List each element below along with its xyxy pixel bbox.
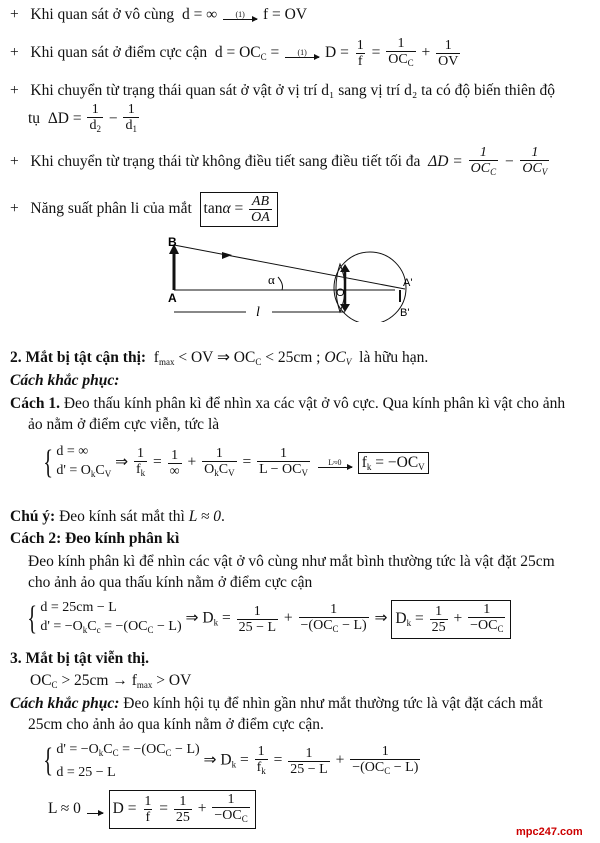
method-2-system: { d = 25cm − L $d' = -O_kC_c = -(OC_C - L)$ ⇒ $D_k$ = $\frac{1}{25 - L}$ + $\frac{1}{-(OC_C - L)}$ ⇒ $D_k$ = $\frac{1}{25}$ + $\frac{1}{-OC_C}$	[24, 598, 511, 640]
bullet-3: + Khi chuyển từ trạng thái quan sát ở vật ở vị trí d₁ sang vị trí d₂ ta có độ biến thiên độ	[10, 82, 555, 99]
label-alpha: α	[268, 272, 275, 287]
condition-formula: $f_{max}$ < OV ⇒ $OC_C < 25cm$ ; $OC_V$	[153, 349, 352, 367]
section-3-condition: $OC_C > 25cm \to f_{max}$ > OV	[30, 672, 192, 690]
section-2-heading: 2. Mắt bị tật cận thị: $f_{max}$ < OV ⇒ $OC_C < 25cm$ ; $OC_V$ là hữu hạn.	[10, 349, 429, 367]
label-l: l	[256, 305, 260, 320]
bullet-2: + Khi quan sát ở điểm cực cận $d = OC_C$ = (1) D = $\frac{1}{f}$ = $\frac{1}{OC_C}$ + $\frac{1}{OV}$	[10, 36, 462, 71]
bullet-4: + Khi chuyển từ trạng thái từ không điều tiết sang điều tiết tối đa ΔD = $\frac{1}{OC_C}$ − $\frac{1}{OC_V}$	[10, 145, 551, 180]
bullet-3-text: Khi chuyển từ trạng thái quan sát ở vật ở vị trí d₁ sang vị trí d₂ ta có độ biến thiên độ	[30, 82, 555, 99]
label-b-prime: B'	[400, 307, 410, 319]
implies-arrow: (1)	[285, 49, 319, 58]
eye-diagram	[160, 232, 430, 322]
method-1: Cách 1. Đeo thấu kính phân kì để nhìn xa các vật ở vô cực. Qua kính phân kì vật cho ảnh	[10, 395, 566, 412]
formula-tan-alpha: tanα = $\frac{AB}{OA}$	[200, 192, 278, 227]
section-3-fix-cont: 25cm cho ảnh ảo qua kính nằm ở điểm cực cận.	[28, 716, 324, 733]
section-3-result: L ≈ 0 D = $\frac{1}{f}$ = $\frac{1}{25}$ + $\frac{1}{-OC_C}$	[48, 790, 256, 829]
formula-delta-d: ΔD = $\frac{1}{d_2}$ − $\frac{1}{d_1}$	[48, 110, 141, 127]
label-a-prime: A'	[403, 277, 413, 289]
note: Chú ý: Đeo kính sát mắt thì L ≈ 0.	[10, 508, 225, 525]
method-2-cont: cho ảnh ảo qua thấu kính nằm ở điểm cực cận	[28, 574, 313, 591]
bullet-2-text: Khi quan sát ở điểm cực cận	[30, 44, 208, 62]
method-2-text: Đeo kính phân kì để nhìn các vật ở vô cùng như mắt bình thường tức là vật đặt 25cm	[28, 553, 555, 570]
bullet-4-text: Khi chuyển từ trạng thái từ không điều tiết sang điều tiết tối đa	[30, 153, 421, 171]
section-3-heading: 3. Mắt bị tật viễn thị.	[10, 650, 150, 667]
formula-d-oc: $d = OC_C$ =	[214, 44, 280, 63]
bullet-1-text: Khi quan sát ở vô cùng	[30, 6, 175, 23]
label-o: O	[336, 287, 345, 299]
bullet-5-text: Năng suất phân li của mắt	[30, 200, 192, 218]
label-b: B	[168, 235, 177, 249]
method-1-cont: ảo nằm ở điểm cực viễn, tức là	[28, 416, 220, 433]
formula-delta-d-cv: ΔD = $\frac{1}{OC_C}$ − $\frac{1}{OC_V}$	[428, 153, 551, 170]
formula-d-infinity: d = ∞	[181, 6, 218, 23]
implies-arrow: (1)	[223, 11, 257, 20]
section-3-system: { $d' = -O_kC_C = -(OC_C - L)$ d = 25 − L ⇒ $D_k$ = $\frac{1}{f_k}$ = $\frac{1}{25 - L}$ + $\frac{1}{-(OC_C - L)}$	[43, 742, 419, 780]
method-1-system: { d = ∞ $d' = O_kC_V$ ⇒ $\frac{1}{f_k}$ = $\frac{1}{\infty}$ + $\frac{1}{O_kC_V}$ = $\frac{1}{L - OC_V}$ L≈0 $f_k = -OC_V$	[40, 442, 429, 484]
fix-heading-2: Cách khắc phục:	[10, 372, 120, 389]
ray-arrow	[222, 252, 232, 259]
bullet-5: + Năng suất phân li của mắt tanα = $\frac{AB}{OA}$	[10, 192, 278, 227]
method-2-heading: Cách 2: Đeo kính phân kì	[10, 530, 180, 547]
formula-d-sum: D = $\frac{1}{f}$ = $\frac{1}{OC_C}$ + $\frac{1}{OV}$	[325, 36, 459, 69]
bullet-3-cont: tụ ΔD = $\frac{1}{d_2}$ − $\frac{1}{d_1}$	[28, 102, 141, 137]
bullet-marker: +	[10, 6, 19, 23]
label-a: A	[168, 291, 177, 305]
formula-f-ov: f = OV	[262, 6, 308, 23]
section-3-fix: Cách khắc phục: Đeo kính hội tụ để nhìn gần như mắt thường tức là vật đặt cách mắt	[10, 695, 543, 712]
bullet-1	[10, 6, 307, 24]
watermark: mpc247.com	[516, 826, 583, 838]
angle-arc	[278, 277, 283, 290]
